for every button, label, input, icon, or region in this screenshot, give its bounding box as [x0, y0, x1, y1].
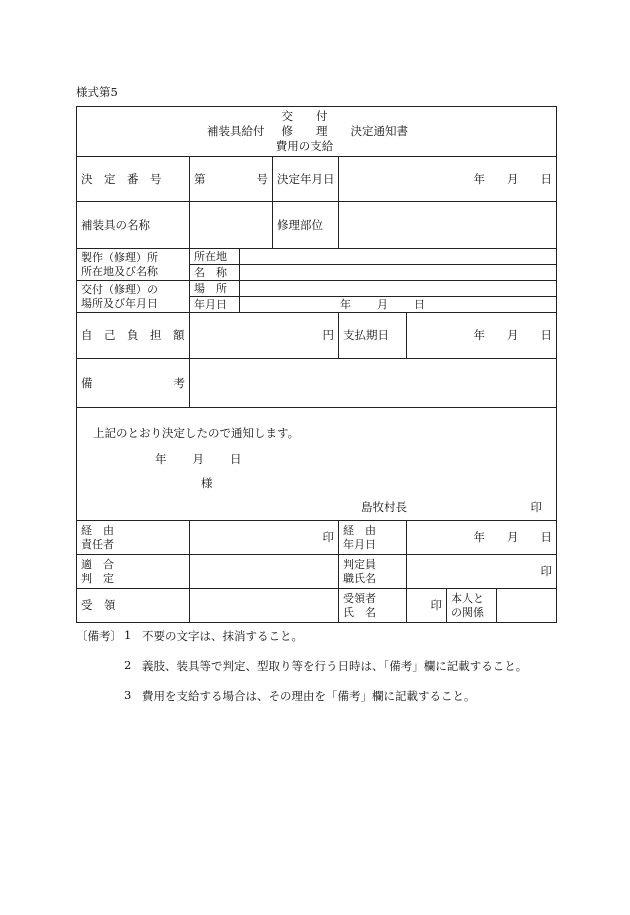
place-field[interactable]: [240, 281, 557, 297]
decision-number-label: 決 定 番 号: [77, 157, 190, 202]
form-title: [77, 107, 557, 157]
recipient-field[interactable]: 印: [407, 589, 447, 623]
relation-label: 本人と の関係: [447, 589, 497, 623]
recipient-label: 受領者 氏 名: [339, 589, 407, 623]
delivery-date-field[interactable]: 年 月 日: [240, 297, 557, 313]
notes-section: [76, 628, 546, 718]
notice-block: [77, 408, 557, 521]
mayor-seal: 印: [530, 500, 542, 514]
mayor-title: 島牧村長: [361, 500, 407, 514]
repair-part-field[interactable]: [339, 202, 557, 249]
address-label: 所在地: [190, 249, 240, 265]
title-left: 補装具給付: [207, 124, 265, 139]
copay-label: 自 己 負 担 額: [77, 313, 190, 359]
device-name-field[interactable]: [190, 202, 273, 249]
decision-date-field[interactable]: 年 月 日: [339, 157, 557, 202]
maker-label: 製作（修理）所 所在地及び名称: [77, 249, 190, 281]
remarks-field[interactable]: [190, 359, 557, 408]
notice-form-table: [76, 106, 557, 623]
name-field[interactable]: [240, 265, 557, 281]
via-responsible-label: 経 由 責任者: [77, 521, 190, 555]
addressee-sama: 様: [201, 476, 213, 490]
receipt-field[interactable]: [190, 589, 339, 623]
notes-heading: 〔備考〕: [76, 629, 122, 643]
name-label: 名 称: [190, 265, 240, 281]
via-date-field[interactable]: 年 月 日: [407, 521, 557, 555]
device-name-label: 補装具の名称: [77, 202, 190, 249]
relation-field[interactable]: [497, 589, 557, 623]
copay-field[interactable]: 円: [190, 313, 339, 359]
title-payment: 費用の支給: [275, 139, 334, 154]
judge-field[interactable]: 印: [407, 555, 557, 589]
pay-due-label: 支払期日: [339, 313, 407, 359]
delivery-label: 交付（修理）の 場所及び年月日: [77, 281, 190, 313]
fit-judgment-field[interactable]: [190, 555, 339, 589]
via-responsible-field[interactable]: 印: [190, 521, 339, 555]
decision-date-label: 決定年月日: [273, 157, 339, 202]
fit-judgment-label: 適 合 判 定: [77, 555, 190, 589]
address-field[interactable]: [240, 249, 557, 265]
note-item: 3 費用を支給する場合は、その理由を「備考」欄に記載すること。: [124, 688, 476, 703]
via-date-label: 経 由 年月日: [339, 521, 407, 555]
repair-part-label: 修理部位: [273, 202, 339, 249]
title-kofu: 交 付: [281, 109, 328, 124]
ymd-label: 年月日: [190, 297, 240, 313]
note-item: 〔備考〕 1 不要の文字は、抹消すること。: [76, 628, 303, 643]
receipt-label: 受 領: [77, 589, 190, 623]
remarks-label: 備 考: [77, 359, 190, 408]
place-label: 場 所: [190, 281, 240, 297]
pay-due-field[interactable]: 年 月 日: [407, 313, 557, 359]
notice-text: 上記のとおり決定したので通知します。: [93, 426, 300, 440]
decision-number-field[interactable]: 第 号: [190, 157, 273, 202]
note-item: 2 義肢、装具等で判定、型取り等を行う日時は、「備考」欄に記載すること。: [124, 658, 528, 673]
title-right: 決定通知書: [350, 124, 408, 139]
notice-date[interactable]: 年 月 日: [155, 452, 242, 466]
judge-label: 判定員 職氏名: [339, 555, 407, 589]
form-label: 様式第5: [76, 85, 118, 99]
title-repair: 修 理: [281, 124, 328, 139]
